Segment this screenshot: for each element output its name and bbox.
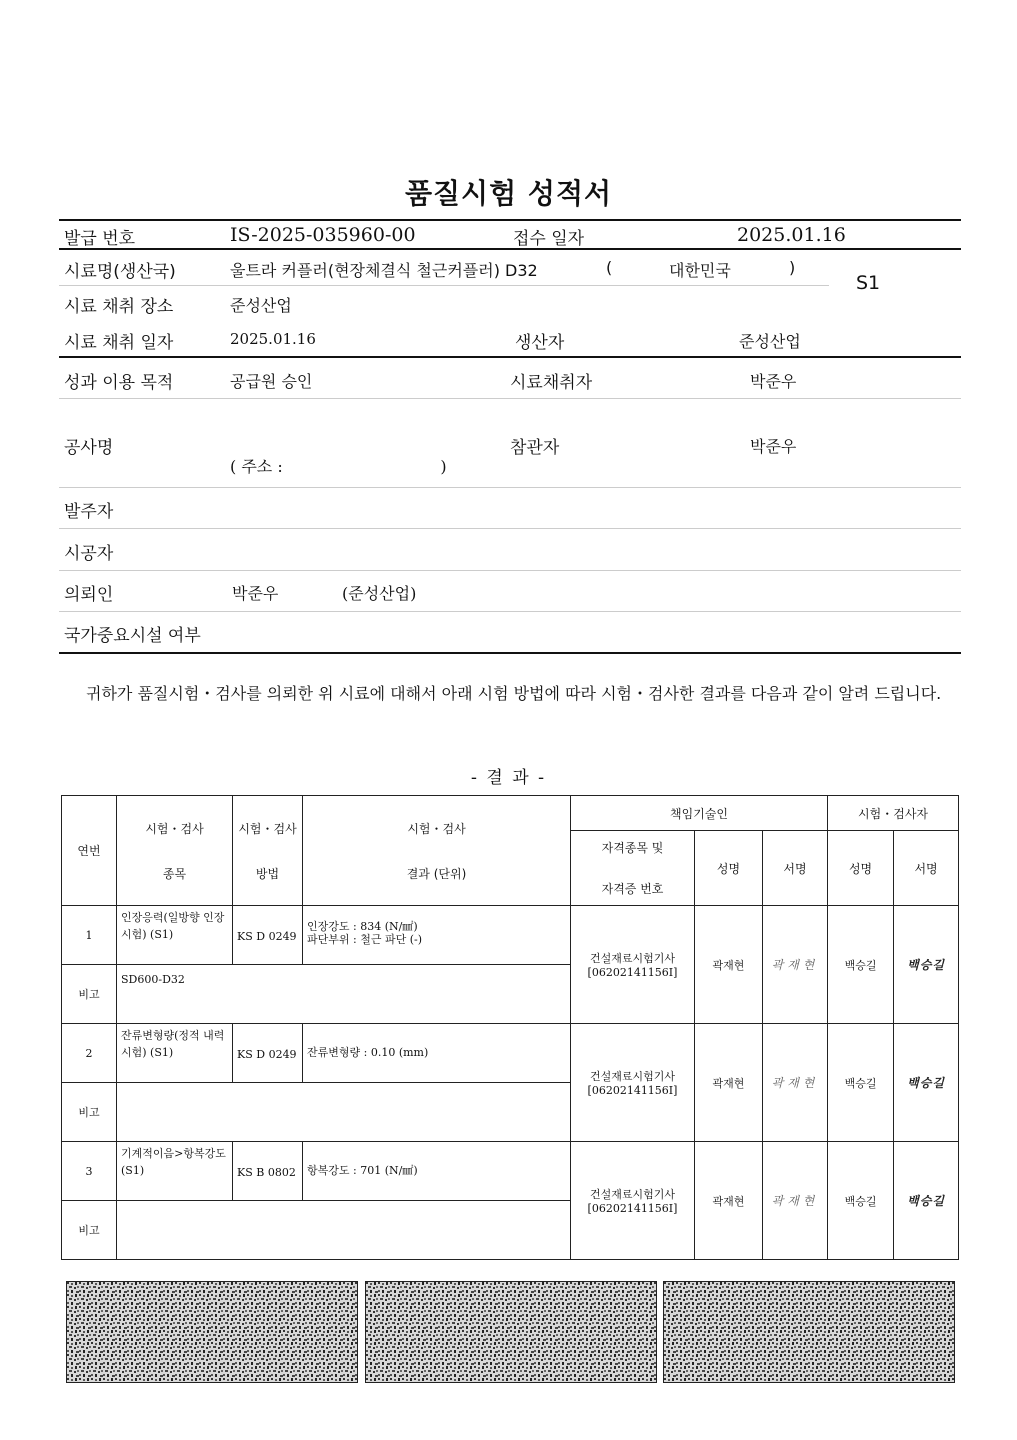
row-tester-signature: 백승길 [894, 1142, 959, 1260]
barcode-pattern [366, 1282, 656, 1382]
row-qual-name: 건설재료시험기사 [589, 1070, 675, 1083]
national-facility-label: 국가중요시설 여부 [64, 626, 201, 646]
table-row [62, 906, 959, 965]
row-engineer-signature: 곽재현 [763, 1142, 828, 1260]
sampling-place-label: 시료 채취 장소 [64, 297, 174, 317]
row-item [117, 1024, 233, 1083]
col-tester-name: 성명 [828, 831, 894, 906]
row-result-line: 인장강도 : 834 (N/㎟) [307, 920, 418, 933]
row-engineer-signature: 곽재현 [763, 906, 828, 1024]
header-rule [59, 248, 961, 250]
col-engineer-name: 성명 [695, 831, 763, 906]
witness: 박준우 [750, 437, 797, 456]
remark-label: 비고 [62, 1201, 117, 1260]
barcode-image [365, 1281, 657, 1383]
issue-no-label: 발급 번호 [64, 229, 136, 249]
sample-name: 울트라 커플러(현장체결식 철근커플러) D32 [230, 261, 538, 280]
sampling-place: 준성산업 [230, 296, 292, 315]
row-result [303, 1142, 571, 1201]
row-result-line: 파단부위 : 철근 파단 (-) [307, 933, 422, 946]
producer: 준성산업 [739, 332, 801, 351]
divider [59, 285, 829, 286]
purpose-label: 성과 이용 목적 [64, 373, 174, 393]
col-method-bottom: 방법 [255, 866, 280, 881]
header-top-rule [59, 219, 961, 221]
row-qual-name: 건설재료시험기사 [589, 1188, 675, 1201]
requester-company: (준성산업) [342, 584, 417, 603]
results-table [61, 795, 959, 1260]
col-method [233, 796, 303, 906]
row-tester-name: 백승길 [828, 906, 894, 1024]
issue-no: IS-2025-035960-00 [230, 224, 416, 246]
country-paren-open: ( [606, 258, 613, 277]
row-tester-name: 백승길 [828, 1142, 894, 1260]
row-item-name: 기계적이음>항복강도 [121, 1147, 226, 1160]
table-row [62, 1142, 959, 1201]
remark-label: 비고 [62, 1083, 117, 1142]
col-result-bottom: 결과 (단위) [406, 866, 467, 881]
row-sample: (S1) [121, 1164, 145, 1177]
row-qualification [571, 1142, 695, 1260]
sampler-label: 시료채취자 [510, 373, 593, 393]
row-method: KS D 0249 [233, 1024, 303, 1083]
divider [59, 487, 961, 488]
row-qual-name: 건설재료시험기사 [589, 952, 675, 965]
col-tester-sign: 서명 [894, 831, 959, 906]
row-engineer-signature: 곽재현 [763, 1024, 828, 1142]
row-sample: (S1) [150, 928, 174, 941]
row-qual-no: [06202141156I] [587, 966, 678, 979]
col-item [117, 796, 233, 906]
receipt-date-label: 접수 일자 [513, 229, 585, 249]
sample-name-label: 시료명(생산국) [64, 262, 176, 282]
row-result [303, 1024, 571, 1083]
table-row [62, 1024, 959, 1083]
row-item-name: 인장응력(일방향 인장 시험) [121, 911, 225, 941]
row-tester-signature: 백승길 [894, 1024, 959, 1142]
producer-label: 생산자 [515, 333, 565, 353]
row-result-line: 잔류변형량 : 0.10 (mm) [307, 1046, 429, 1059]
orderer-label: 발주자 [64, 502, 114, 522]
row-result [303, 906, 571, 965]
divider [59, 570, 961, 571]
header-rule [59, 356, 961, 358]
row-no: 1 [62, 906, 117, 965]
col-item-bottom: 종목 [162, 866, 187, 881]
purpose: 공급원 승인 [230, 372, 313, 391]
row-no: 2 [62, 1024, 117, 1083]
requester-label: 의뢰인 [64, 585, 114, 605]
col-engineer-sign: 서명 [763, 831, 828, 906]
project-address: ( 주소 : ) [230, 457, 447, 476]
col-qualification [571, 831, 695, 906]
col-qual-bottom: 자격증 번호 [601, 882, 664, 896]
row-qual-no: [06202141156I] [587, 1202, 678, 1215]
row-result-line: 항복강도 : 701 (N/㎟) [307, 1164, 418, 1177]
row-method: KS D 0249 [233, 906, 303, 965]
receipt-date: 2025.01.16 [737, 224, 846, 246]
row-qual-no: [06202141156I] [587, 1084, 678, 1097]
col-result [303, 796, 571, 906]
witness-label: 참관자 [510, 438, 560, 458]
sampling-date-label: 시료 채취 일자 [64, 333, 174, 353]
row-item [117, 906, 233, 965]
requester: 박준우 [232, 584, 279, 603]
sampler: 박준우 [750, 372, 797, 391]
barcode-image [663, 1281, 955, 1383]
row-engineer-name: 곽재현 [695, 1024, 763, 1142]
col-engineer: 책임기술인 [571, 796, 828, 831]
row-item [117, 1142, 233, 1201]
intro-text: 귀하가 품질시험・검사를 의뢰한 위 시료에 대해서 아래 시험 방법에 따라 시험・검사한 결과를 다음과 같이 알려 드립니다. [86, 684, 942, 703]
divider [59, 528, 961, 529]
country: 대한민국 [669, 261, 731, 280]
document-title: 품질시험 성적서 [404, 177, 613, 210]
row-tester-name: 백승길 [828, 1024, 894, 1142]
remark-label: 비고 [62, 965, 117, 1024]
row-qualification [571, 1024, 695, 1142]
col-no: 연번 [62, 796, 117, 906]
row-no: 3 [62, 1142, 117, 1201]
country-paren-close: ) [789, 258, 796, 277]
divider [59, 398, 961, 399]
barcode-image [66, 1281, 358, 1383]
col-item-top: 시험・검사 [145, 821, 204, 836]
barcode-pattern [67, 1282, 357, 1382]
contractor-label: 시공자 [64, 544, 114, 564]
row-sample: (S1) [150, 1046, 174, 1059]
header-bottom-rule [59, 652, 961, 654]
divider [59, 611, 961, 612]
row-qualification [571, 906, 695, 1024]
barcode-pattern [664, 1282, 954, 1382]
sampling-date: 2025.01.16 [230, 330, 316, 348]
remark-value [117, 1083, 571, 1142]
col-result-top: 시험・검사 [407, 821, 466, 836]
col-tester: 시험・검사자 [828, 796, 959, 831]
col-qual-top: 자격종목 및 [601, 841, 664, 855]
row-item-name: 잔류변형량(정적 내력시험) [121, 1029, 225, 1059]
col-method-top: 시험・검사 [238, 821, 297, 836]
remark-value: SD600-D32 [117, 965, 571, 1024]
results-title: - 결 과 - [470, 768, 547, 788]
row-engineer-name: 곽재현 [695, 906, 763, 1024]
sample-code: S1 [856, 272, 881, 294]
remark-value [117, 1201, 571, 1260]
project-label: 공사명 [64, 438, 114, 458]
row-engineer-name: 곽재현 [695, 1142, 763, 1260]
row-tester-signature: 백승길 [894, 906, 959, 1024]
row-method: KS B 0802 [233, 1142, 303, 1201]
